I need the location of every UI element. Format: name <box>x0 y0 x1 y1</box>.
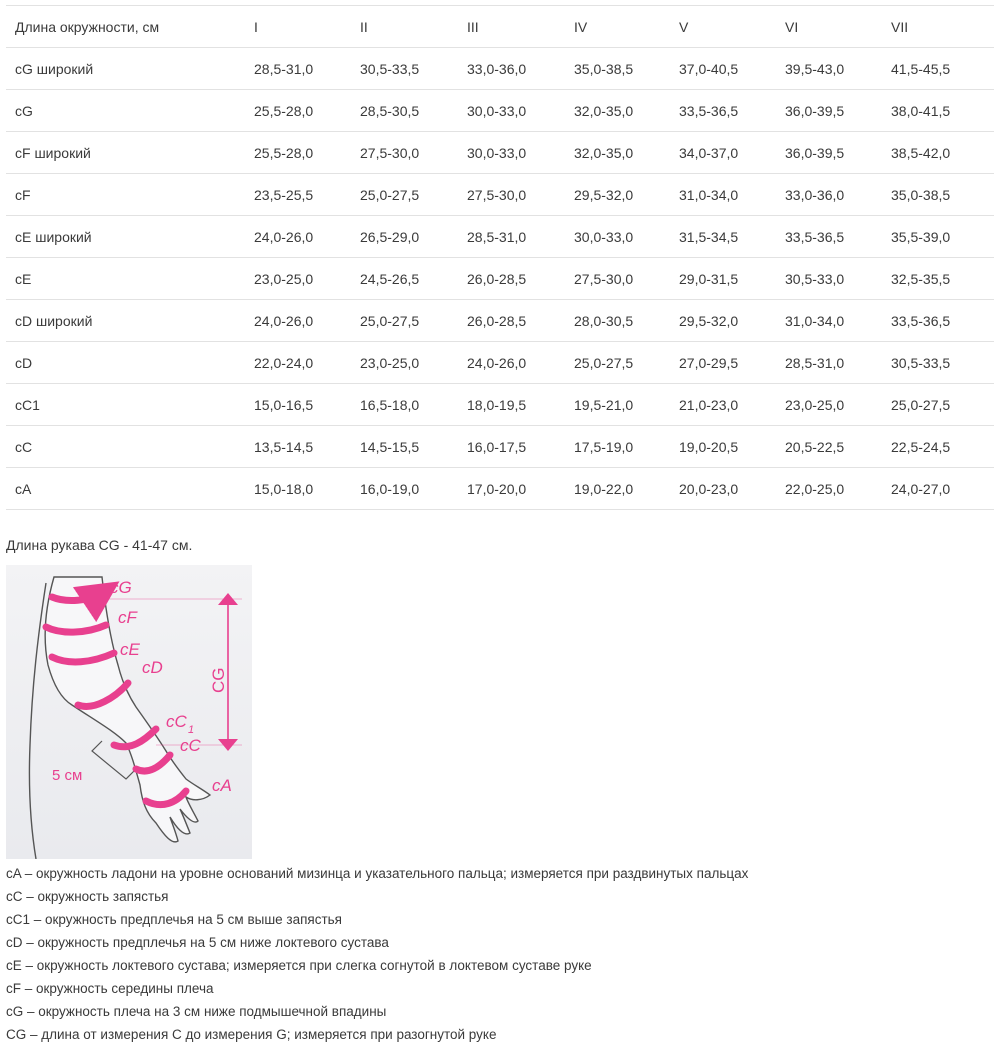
sleeve-length-note: Длина рукава CG - 41-47 см. <box>6 537 193 553</box>
table-cell: 16,5-18,0 <box>360 384 467 426</box>
legend-item: cC – окружность запястья <box>6 889 169 904</box>
table-cell: 13,5-14,5 <box>254 426 360 468</box>
table-cell: 14,5-15,5 <box>360 426 467 468</box>
column-header-size: VII <box>891 6 994 48</box>
row-label: cG широкий <box>6 48 254 90</box>
table-cell: 25,0-27,5 <box>891 384 994 426</box>
table-row <box>6 342 994 384</box>
table-cell: 19,5-21,0 <box>574 384 679 426</box>
table-cell: 23,0-25,0 <box>254 258 360 300</box>
table-cell: 24,0-26,0 <box>467 342 574 384</box>
row-label: cD широкий <box>6 300 254 342</box>
arm-measurement-svg <box>6 565 252 859</box>
table-cell: 26,5-29,0 <box>360 216 467 258</box>
table-cell: 23,0-25,0 <box>360 342 467 384</box>
row-label: cG <box>6 90 254 132</box>
table-cell: 21,0-23,0 <box>679 384 785 426</box>
cg-label: CG <box>209 667 228 693</box>
table-cell: 27,5-30,0 <box>574 258 679 300</box>
table-cell: 19,0-20,5 <box>679 426 785 468</box>
label-cc: cC <box>180 736 201 755</box>
table-cell: 31,5-34,5 <box>679 216 785 258</box>
table-cell: 19,0-22,0 <box>574 468 679 510</box>
row-label: cE широкий <box>6 216 254 258</box>
table-row <box>6 426 994 468</box>
table-cell: 27,0-29,5 <box>679 342 785 384</box>
row-label: cC <box>6 426 254 468</box>
table-cell: 29,5-32,0 <box>679 300 785 342</box>
arm-measurement-diagram <box>6 565 252 859</box>
table-cell: 16,0-19,0 <box>360 468 467 510</box>
table-cell: 30,0-33,0 <box>574 216 679 258</box>
legend-item: cG – окружность плеча на 3 см ниже подмышечной впадины <box>6 1004 387 1019</box>
torso-outline <box>29 583 46 859</box>
row-label: cE <box>6 258 254 300</box>
table-cell: 38,5-42,0 <box>891 132 994 174</box>
table-cell: 33,5-36,5 <box>891 300 994 342</box>
table-cell: 23,0-25,0 <box>785 384 891 426</box>
table-cell: 34,0-37,0 <box>679 132 785 174</box>
table-cell: 28,5-31,0 <box>467 216 574 258</box>
label-cd: cD <box>142 658 163 677</box>
column-header-size: III <box>467 6 574 48</box>
table-cell: 41,5-45,5 <box>891 48 994 90</box>
table-cell: 18,0-19,5 <box>467 384 574 426</box>
label-ce: cE <box>120 640 140 659</box>
column-header-size: IV <box>574 6 679 48</box>
row-label: cF широкий <box>6 132 254 174</box>
legend-item: cE – окружность локтевого сустава; измеряется при слегка согнутой в локтевом суставе руке <box>6 958 592 973</box>
table-row <box>6 132 994 174</box>
size-table <box>6 5 994 510</box>
table-cell: 25,0-27,5 <box>360 300 467 342</box>
table-cell: 30,0-33,0 <box>467 90 574 132</box>
label-cf: cF <box>118 608 137 627</box>
table-cell: 29,5-32,0 <box>574 174 679 216</box>
table-row <box>6 300 994 342</box>
legend-item: cF – окружность середины плеча <box>6 981 214 996</box>
column-header-size: VI <box>785 6 891 48</box>
table-cell: 32,0-35,0 <box>574 90 679 132</box>
table-row <box>6 258 994 300</box>
column-header-size: V <box>679 6 785 48</box>
table-cell: 31,0-34,0 <box>679 174 785 216</box>
table-cell: 36,0-39,5 <box>785 90 891 132</box>
column-header-circumference: Длина окружности, см <box>6 6 254 48</box>
table-row <box>6 384 994 426</box>
table-cell: 24,0-26,0 <box>254 300 360 342</box>
table-cell: 33,5-36,5 <box>679 90 785 132</box>
legend-item: CG – длина от измерения C до измерения G; измеряется при разогнутой руке <box>6 1027 497 1042</box>
table-cell: 35,5-39,0 <box>891 216 994 258</box>
table-cell: 15,0-18,0 <box>254 468 360 510</box>
table-cell: 20,0-23,0 <box>679 468 785 510</box>
label-cc1: cC <box>166 712 187 731</box>
table-cell: 30,5-33,5 <box>360 48 467 90</box>
table-body <box>6 48 994 510</box>
table-row <box>6 174 994 216</box>
table-cell: 30,5-33,0 <box>785 258 891 300</box>
table-cell: 32,0-35,0 <box>574 132 679 174</box>
table-cell: 24,0-27,0 <box>891 468 994 510</box>
table-cell: 17,5-19,0 <box>574 426 679 468</box>
label-ca: cA <box>212 776 232 795</box>
measurement-legend <box>6 862 748 1046</box>
table-cell: 33,5-36,5 <box>785 216 891 258</box>
table-cell: 26,0-28,5 <box>467 300 574 342</box>
row-label: cF <box>6 174 254 216</box>
table-cell: 31,0-34,0 <box>785 300 891 342</box>
table-row <box>6 90 994 132</box>
table-cell: 39,5-43,0 <box>785 48 891 90</box>
table-row <box>6 468 994 510</box>
table-cell: 30,0-33,0 <box>467 132 574 174</box>
column-header-size: I <box>254 6 360 48</box>
table-cell: 27,5-30,0 <box>467 174 574 216</box>
table-cell: 32,5-35,5 <box>891 258 994 300</box>
table-cell: 36,0-39,5 <box>785 132 891 174</box>
table-cell: 37,0-40,5 <box>679 48 785 90</box>
table-cell: 20,5-22,5 <box>785 426 891 468</box>
label-cg: cG <box>110 578 132 597</box>
table-cell: 28,5-30,5 <box>360 90 467 132</box>
table-cell: 28,5-31,0 <box>254 48 360 90</box>
table-cell: 23,5-25,5 <box>254 174 360 216</box>
table-cell: 25,5-28,0 <box>254 90 360 132</box>
table-cell: 17,0-20,0 <box>467 468 574 510</box>
table-cell: 25,5-28,0 <box>254 132 360 174</box>
table-cell: 27,5-30,0 <box>360 132 467 174</box>
table-cell: 22,0-24,0 <box>254 342 360 384</box>
legend-item: cA – окружность ладони на уровне оснований мизинца и указательного пальца; измеряется при раздвинутых пальцах <box>6 866 749 881</box>
table-cell: 33,0-36,0 <box>785 174 891 216</box>
row-label: cD <box>6 342 254 384</box>
table-cell: 35,0-38,5 <box>574 48 679 90</box>
table-cell: 30,5-33,5 <box>891 342 994 384</box>
row-label: cC1 <box>6 384 254 426</box>
table-cell: 22,5-24,5 <box>891 426 994 468</box>
table-cell: 38,0-41,5 <box>891 90 994 132</box>
row-label: cA <box>6 468 254 510</box>
legend-item: cD – окружность предплечья на 5 см ниже локтевого сустава <box>6 935 389 950</box>
table-cell: 29,0-31,5 <box>679 258 785 300</box>
table-cell: 15,0-16,5 <box>254 384 360 426</box>
table-row <box>6 48 994 90</box>
table-cell: 25,0-27,5 <box>574 342 679 384</box>
table-cell: 16,0-17,5 <box>467 426 574 468</box>
table-row <box>6 216 994 258</box>
table-cell: 35,0-38,5 <box>891 174 994 216</box>
five-cm-label: 5 см <box>52 767 83 784</box>
table-cell: 28,0-30,5 <box>574 300 679 342</box>
legend-item: cC1 – окружность предплечья на 5 см выше запястья <box>6 912 342 927</box>
table-cell: 24,0-26,0 <box>254 216 360 258</box>
table-cell: 26,0-28,5 <box>467 258 574 300</box>
table-cell: 24,5-26,5 <box>360 258 467 300</box>
label-cc1-sub: 1 <box>188 724 195 736</box>
table-cell: 28,5-31,0 <box>785 342 891 384</box>
table-cell: 22,0-25,0 <box>785 468 891 510</box>
column-header-size: II <box>360 6 467 48</box>
table-cell: 25,0-27,5 <box>360 174 467 216</box>
table-cell: 33,0-36,0 <box>467 48 574 90</box>
table-header-row <box>6 6 994 48</box>
